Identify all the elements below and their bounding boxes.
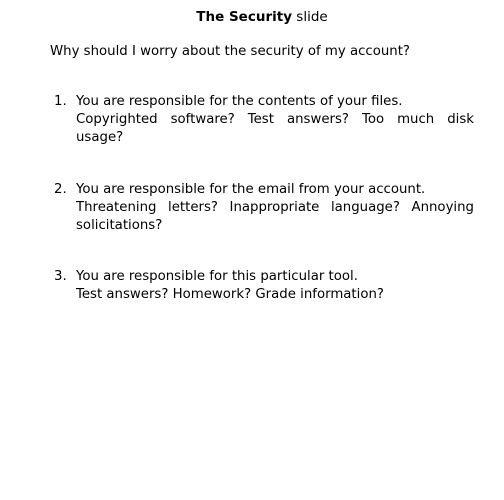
- list-item-number: 2.: [54, 182, 67, 197]
- list-item-line: usage?: [76, 130, 124, 145]
- list-item-line: Threatening letters? Inappropriate language? Annoying: [76, 200, 474, 215]
- list-item-body: [76, 268, 474, 304]
- list-item-line: solicitations?: [76, 218, 163, 233]
- slide-title-bold: The Security: [196, 9, 292, 25]
- list-item-line: Test answers? Homework? Grade information?: [76, 287, 384, 302]
- list-item-number: 3.: [54, 269, 67, 284]
- list-item-line: Copyrighted software? Test answers? Too much disk: [76, 112, 474, 127]
- slide-title: [0, 8, 504, 26]
- list-item-body: [76, 93, 474, 147]
- list-item-body: [76, 181, 474, 235]
- list-item-line: You are responsible for the contents of your files.: [76, 94, 403, 109]
- slide-question: Why should I worry about the security of my account?: [50, 44, 410, 59]
- slide-title-rest: slide: [292, 9, 328, 25]
- list-item-number: 1.: [54, 94, 67, 109]
- list-item-line: You are responsible for the email from your account.: [76, 182, 426, 197]
- list-item-line: You are responsible for this particular tool.: [76, 269, 358, 284]
